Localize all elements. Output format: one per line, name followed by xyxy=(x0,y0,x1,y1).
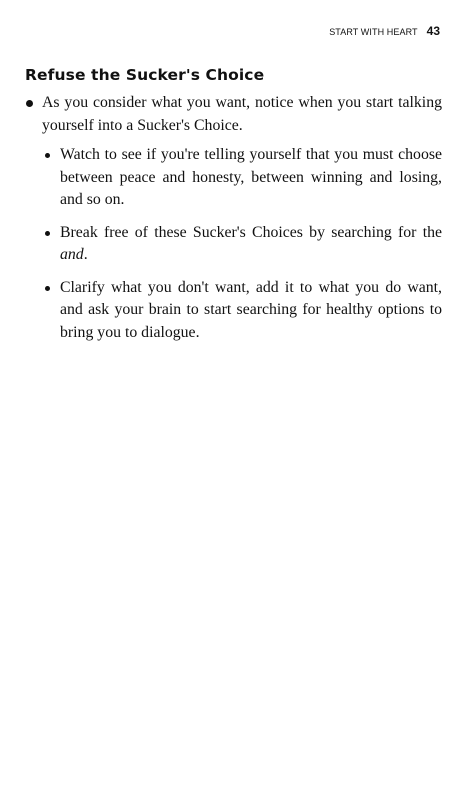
sub-bullet-text-2-emphasis: and xyxy=(60,246,84,263)
running-head-title: START WITH HEART xyxy=(329,27,418,37)
page-number: 43 xyxy=(426,24,440,38)
main-bullet-text: As you consider what you want, notice when you start talking yourself into a Sucker's Choice. xyxy=(42,94,442,134)
sub-bullet-dot xyxy=(45,231,50,236)
sub-bullet-text-3: Clarify what you don't want, add it to what you do want, and ask your brain to start searching for healthy options to bring you to dialogue. xyxy=(60,278,442,341)
main-bullet-list xyxy=(25,92,442,354)
sub-bullet-item-2 xyxy=(42,222,442,267)
sub-bullet-list xyxy=(42,144,442,344)
sub-bullet-item-3 xyxy=(42,277,442,345)
sub-bullet-item-1 xyxy=(42,144,442,212)
main-bullet-dot xyxy=(26,100,33,107)
sub-bullet-text-1: Watch to see if you're telling yourself that you must choose between peace and honesty, between winning and losing, and so on. xyxy=(60,146,442,208)
main-bullet-item xyxy=(25,92,442,344)
sub-bullet-dot xyxy=(45,153,50,158)
running-head xyxy=(329,24,440,38)
sub-bullet-text-2-after: . xyxy=(83,246,88,263)
section-heading: Refuse the Sucker's Choice xyxy=(25,66,265,84)
sub-bullet-text-2-before: Break free of these Sucker's Choices by searching for the xyxy=(60,223,442,241)
sub-bullet-dot xyxy=(45,286,50,291)
